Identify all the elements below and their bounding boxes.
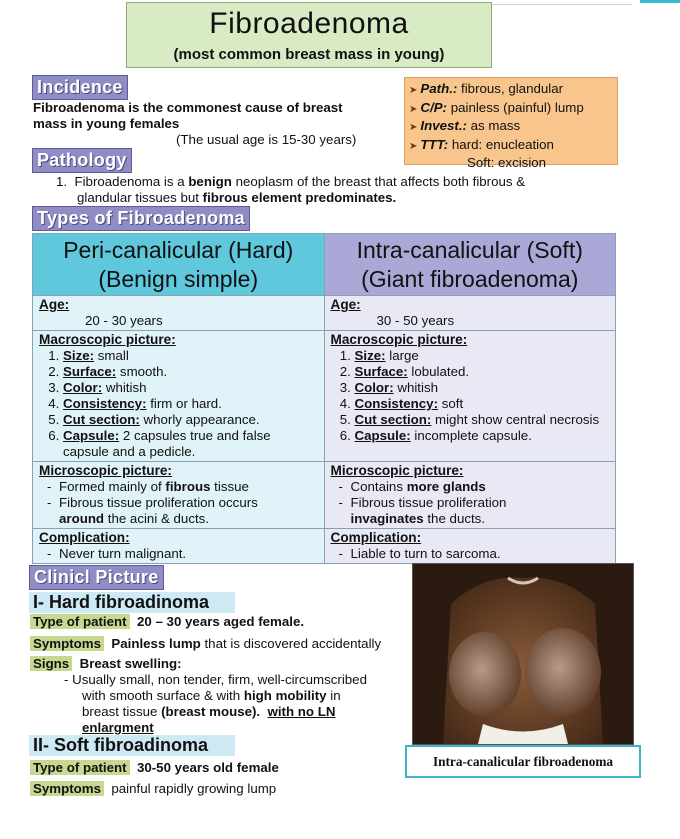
col2-complication-cell: Complication: - Liable to turn to sarcoma. bbox=[324, 529, 616, 564]
arrow-icon: ➤ bbox=[409, 140, 418, 152]
col1-micro-cell: Microscopic picture: - Formed mainly of fibrous tissue - Fibrous tissue proliferation occurs around the acini & ducts. bbox=[33, 462, 325, 529]
hard-type-row: Type of patient 20 – 30 years aged female. bbox=[30, 614, 304, 630]
hard-signs-detail: - Usually small, non tender, firm, well-circumscribed with smooth surface & with high mobility in breast tissue (breast mouse). with no LN enlargment bbox=[64, 672, 367, 735]
summary-cp: ➤ C/P: painless (painful) lump bbox=[409, 99, 584, 115]
col1-macro-cell: Macroscopic picture: 1. Size: small 2. Surface: smooth. 3. Color: whitish 4. Consistency: firm or hard. 5. Cut section: whorly appearance. 6. Capsule: 2 capsules true and false capsule and a pedicle. bbox=[33, 331, 325, 462]
list-item: 6. Capsule: incomplete capsule. bbox=[355, 428, 610, 444]
col2-macro-cell: Macroscopic picture: 1. Size: large 2. Surface: lobulated. 3. Color: whitish 4. Consistency: soft 5. Cut section: might show central necrosis 6. Capsule: incomplete capsule. bbox=[324, 331, 616, 462]
col2-macro-list bbox=[331, 348, 610, 444]
list-item: - Fibrous tissue proliferation invaginates the ducts. bbox=[351, 495, 610, 527]
col2-age-cell: Age: 30 - 50 years bbox=[324, 296, 616, 331]
photo-caption: Intra-canalicular fibroadenoma bbox=[405, 745, 641, 778]
col1-complication-cell: Complication: - Never turn malignant. bbox=[33, 529, 325, 564]
page-subtitle: (most common breast mass in young) bbox=[173, 46, 445, 63]
list-item: 4. Consistency: soft bbox=[355, 396, 610, 412]
list-item: - Liable to turn to sarcoma. bbox=[351, 546, 610, 562]
list-item: 3. Color: whitish bbox=[63, 380, 318, 396]
soft-type-row: Type of patient 30-50 years old female bbox=[30, 760, 279, 776]
summary-box bbox=[404, 77, 618, 170]
clinical-photo bbox=[412, 563, 634, 745]
list-item: - Contains more glands bbox=[351, 479, 610, 495]
incidence-line-2: mass in young females bbox=[33, 116, 180, 131]
types-table bbox=[32, 233, 616, 564]
list-item: 2. Surface: lobulated. bbox=[355, 364, 610, 380]
col1-age-cell: Age: 20 - 30 years bbox=[33, 296, 325, 331]
arrow-icon: ➤ bbox=[409, 122, 418, 133]
title-box bbox=[126, 2, 492, 68]
arrow-icon: ➤ bbox=[409, 85, 418, 96]
col2-age-value: 30 - 50 years bbox=[376, 313, 455, 328]
pathology-text bbox=[56, 174, 616, 206]
pathology-line-1: 1. Fibroadenoma is a benign neoplasm of the breast that affects both fibrous & bbox=[56, 174, 526, 189]
top-rule bbox=[492, 4, 632, 5]
hard-title: I- Hard fibroadinoma bbox=[29, 592, 235, 613]
clinical-photo-image bbox=[413, 564, 633, 744]
hard-symptoms-row: Symptoms Painless lump that is discovered accidentally bbox=[30, 636, 381, 652]
list-item: 3. Color: whitish bbox=[355, 380, 610, 396]
col2-micro-cell: Microscopic picture: - Contains more glands - Fibrous tissue proliferation invaginates the ducts. bbox=[324, 462, 616, 529]
list-item: - Never turn malignant. bbox=[59, 546, 318, 562]
page-title: Fibroadenoma bbox=[209, 7, 409, 40]
list-item: - Fibrous tissue proliferation occurs around the acini & ducts. bbox=[59, 495, 318, 527]
col1-micro-list bbox=[39, 479, 318, 527]
list-item: 4. Consistency: firm or hard. bbox=[63, 396, 318, 412]
soft-title: II- Soft fibroadinoma bbox=[29, 735, 235, 756]
summary-invest: ➤ Invest.: as mass bbox=[409, 118, 521, 133]
summary-ttt-soft: Soft: excision bbox=[467, 155, 547, 170]
incidence-line-1: Fibroadenoma is the commonest cause of breast bbox=[33, 100, 343, 115]
col1-header: Peri-canalicular (Hard) (Benign simple) bbox=[33, 234, 325, 296]
list-item: 2. Surface: smooth. bbox=[63, 364, 318, 380]
incidence-age-note: (The usual age is 15-30 years) bbox=[176, 132, 357, 147]
list-item: 5. Cut section: might show central necrosis bbox=[355, 412, 610, 428]
clinical-heading: Clinicl Picture bbox=[29, 565, 164, 590]
list-item: 5. Cut section: whorly appearance. bbox=[63, 412, 318, 428]
col1-macro-list bbox=[39, 348, 318, 460]
incidence-text bbox=[33, 100, 403, 132]
soft-symptoms-row: Symptoms painful rapidly growing lump bbox=[30, 781, 276, 797]
list-item: 6. Capsule: 2 capsules true and false capsule and a pedicle. bbox=[63, 428, 318, 460]
col2-header: Intra-canalicular (Soft) (Giant fibroadenoma) bbox=[324, 234, 616, 296]
list-item: 1. Size: large bbox=[355, 348, 610, 364]
summary-path: ➤ Path.: fibrous, glandular bbox=[409, 81, 564, 96]
types-heading: Types of Fibroadenoma bbox=[32, 206, 250, 231]
pathology-line-2: glandular tissues but fibrous element predominates. bbox=[77, 190, 397, 205]
col1-age-value: 20 - 30 years bbox=[85, 313, 163, 328]
pathology-heading: Pathology bbox=[32, 148, 132, 173]
hard-signs-row: Signs Breast swelling: bbox=[30, 656, 182, 672]
arrow-icon: ➤ bbox=[409, 103, 418, 115]
col2-micro-list bbox=[331, 479, 610, 527]
list-item: 1. Size: small bbox=[63, 348, 318, 364]
summary-ttt: ➤ TTT: hard: enucleation bbox=[409, 136, 554, 152]
corner-accent bbox=[640, 0, 680, 3]
list-item: - Formed mainly of fibrous tissue bbox=[59, 479, 318, 495]
incidence-heading: Incidence bbox=[32, 75, 128, 100]
